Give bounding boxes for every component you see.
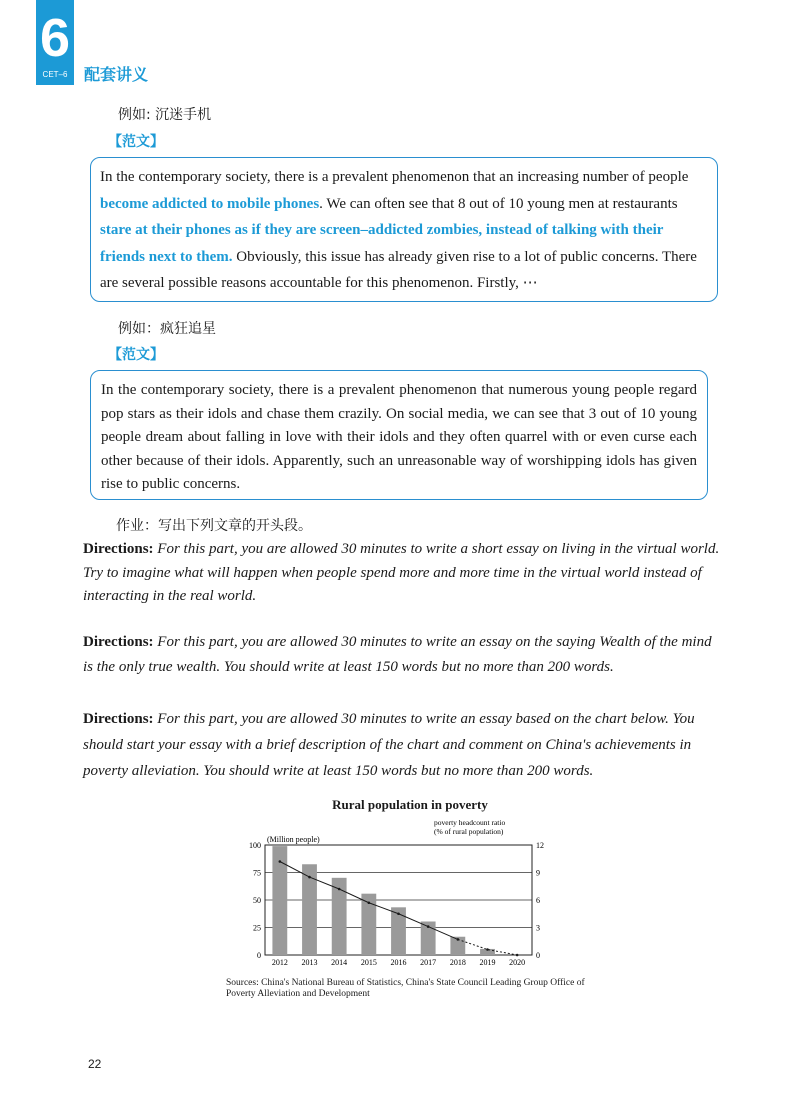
- example1-essay: [100, 164, 709, 297]
- y-tick-label: 75: [253, 868, 261, 878]
- x-tick-label: 2019: [479, 958, 496, 967]
- example2-essay-box: [90, 370, 708, 500]
- section-title: 配套讲义: [84, 65, 149, 84]
- example1-text-a: In the contemporary society, there is a prevalent phenomenon that an increasing number of people: [100, 169, 689, 185]
- ratio-point-2020: [516, 954, 519, 957]
- directions-1-label: Directions:: [83, 541, 154, 557]
- ratio-point-2015: [368, 901, 371, 904]
- x-tick-label: 2020: [509, 958, 526, 967]
- chapter-number: 6: [39, 8, 71, 68]
- example1-tag: 【范文】: [108, 134, 164, 150]
- x-tick-label: 2015: [360, 958, 377, 967]
- example1-highlight-a: become addicted to mobile phones: [100, 195, 320, 212]
- poverty-chart: [220, 815, 580, 975]
- y2-axis-label-line1: poverty headcount ratio: [434, 818, 506, 827]
- ratio-point-2019: [486, 948, 489, 951]
- example1-text-c: Obviously, this issue has already given rise to a lot of public concerns. There are several possible reasons accountable for this phenomenon. Firstly, ⋯: [100, 248, 697, 291]
- y-tick-label: 100: [249, 841, 261, 850]
- homework-label: 作业：写出下列文章的开头段。: [116, 518, 312, 534]
- chart-title: Rural population in poverty: [332, 797, 488, 812]
- y-axis-label: (Million people): [267, 835, 320, 844]
- y2-tick-label: 6: [536, 896, 540, 905]
- x-tick-label: 2014: [331, 958, 348, 967]
- ratio-point-2017: [427, 925, 430, 928]
- y-tick-label: 50: [253, 896, 261, 905]
- x-tick-label: 2018: [449, 958, 466, 967]
- example1-essay-box: [90, 157, 718, 302]
- ratio-point-2014: [338, 888, 341, 891]
- y2-tick-label: 9: [536, 868, 540, 878]
- x-tick-label: 2017: [420, 958, 437, 967]
- ratio-point-2012: [279, 860, 282, 863]
- directions-2-text: For this part, you are allowed 30 minutes to write an essay on the saying Wealth of the mind is the only true wealth. You should write at least 150 words but no more than 200 words.: [83, 634, 712, 675]
- directions-1: [83, 538, 723, 609]
- chapter-code: CET–6: [42, 70, 68, 79]
- chapter-badge: [36, 0, 74, 85]
- directions-3-text: For this part, you are allowed 30 minutes to write an essay based on the chart below. You should start your essay with a brief description of the chart and comment on China's achievements in poverty alleviation. You should write at least 150 words but no more than 200 words.: [83, 711, 695, 779]
- example2-label: 例如：疯狂追星: [118, 321, 216, 337]
- example2-essay: In the contemporary society, there is a prevalent phenomenon that numerous young people regard pop stars as their idols and chase them crazily. On social media, we can see that 3 out of 10 young people dream about falling in love with their idols and they often quarrel with or even curse each other because of their idols. Apparently, such an unreasonable way of worshipping idols has given rise to public concerns.: [101, 382, 697, 492]
- directions-3: [83, 706, 723, 784]
- x-tick-label: 2012: [271, 958, 288, 967]
- directions-1-text: For this part, you are allowed 30 minutes to write a short essay on living in the virtual world. Try to imagine what will happen when people spend more and more time in the virtual world instead of interacting in the real world.: [83, 541, 720, 604]
- x-tick-label: 2013: [301, 958, 318, 967]
- page-number: 22: [88, 1057, 102, 1071]
- example1-text-b: . We can often see that 8 out of 10 young men at restaurants: [319, 195, 678, 212]
- ratio-point-2013: [308, 876, 311, 879]
- ratio-point-2016: [397, 912, 400, 915]
- directions-2: [83, 630, 723, 680]
- y2-tick-label: 3: [536, 923, 540, 933]
- example2-tag: 【范文】: [108, 347, 164, 363]
- directions-3-label: Directions:: [83, 711, 154, 727]
- ratio-point-2018: [457, 938, 460, 941]
- chart-source: Sources: China's National Bureau of Statistics, China's State Council Leading Group Office of Poverty Alleviation and Development: [226, 978, 585, 999]
- y2-axis-label-line2: (% of rural population): [434, 827, 504, 836]
- y2-tick-label: 0: [536, 951, 540, 960]
- example1-highlight-b: stare at their phones as if they are screen–addicted zombies, instead of talking with their friends next to them.: [100, 222, 664, 265]
- x-tick-label: 2016: [390, 958, 407, 967]
- y-tick-label: 0: [257, 951, 261, 960]
- y-tick-label: 25: [253, 923, 261, 933]
- example1-label: 例如: 沉迷手机: [118, 107, 212, 123]
- directions-2-label: Directions:: [83, 634, 154, 650]
- y2-tick-label: 12: [536, 841, 544, 850]
